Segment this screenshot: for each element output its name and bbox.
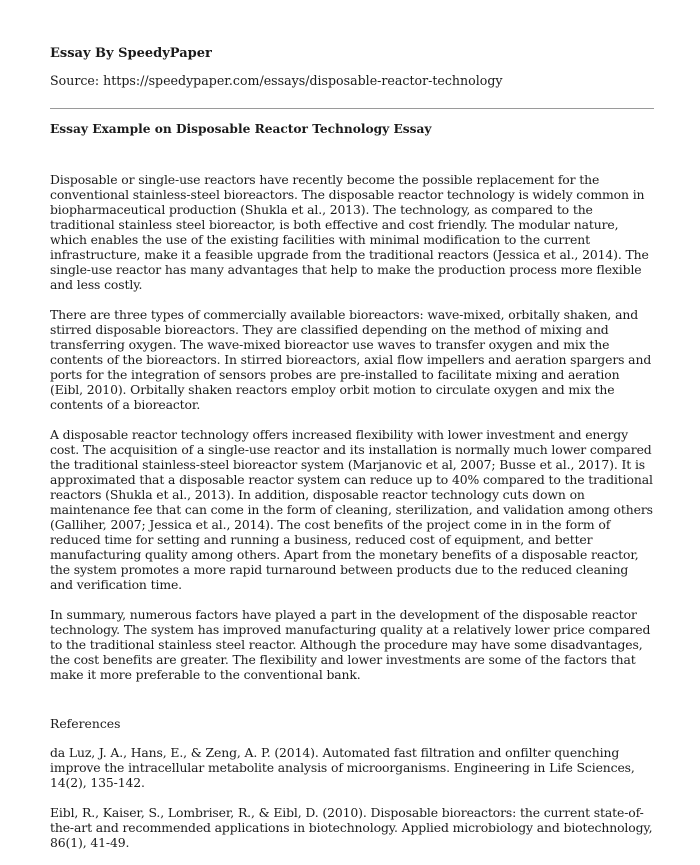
references-heading: References xyxy=(50,716,121,731)
essay-paragraph: A disposable reactor technology offers increased flexibility with lower investment and energy cost. The acquisition of a single-use reactor and its installation is normally much lower compared the traditional stainless-steel bioreactor system (Marjanovic et al, 2007; Busse et al., 2017). It is approximated that a disposable reactor system can reduce up to 40% compared to the traditional reactors (Shukla et al., 2013). In addition, disposable reactor technology cuts down on maintenance fee that can come in the form of cleaning, sterilization, and validation among others (Galliher, 2007; Jessica et al., 2014). The cost benefits of the project come in in the form of reduced time for setting and running a business, reduced cost of equipment, and better manufacturing quality among others. Apart from the monetary benefits of a disposable reactor, the system promotes a more rapid turnaround between products due to the reduced cleaning and verification time. xyxy=(50,427,653,592)
document-header-title: Essay By SpeedyPaper xyxy=(50,46,212,61)
header-divider xyxy=(50,108,654,109)
essay-body xyxy=(50,172,654,865)
essay-paragraph: In summary, numerous factors have played a part in the development of the disposable reactor technology. The system has improved manufacturing quality at a relatively lower price compared to the traditional stainless steel reactor. Although the procedure may have some disadvantages, the cost benefits are greater. The flexibility and lower investments are some of the factors that make it more preferable to the conventional bank. xyxy=(50,607,651,682)
essay-title: Essay Example on Disposable Reactor Technology Essay xyxy=(50,122,432,136)
reference-item: Eibl, R., Kaiser, S., Lombriser, R., & Eibl, D. (2010). Disposable bioreactors: the current state-of-the-art and recommended applications in biotechnology. Applied microbiology and biotechnology, 86(1), 41-49. xyxy=(50,805,653,850)
essay-paragraph: Disposable or single-use reactors have recently become the possible replacement for the conventional stainless-steel bioreactors. The disposable reactor technology is widely common in biopharmaceutical production (Shukla et al., 2013). The technology, as compared to the traditional stainless steel bioreactor, is both effective and cost friendly. The modular nature, which enables the use of the existing facilities with minimal modification to the current infrastructure, make it a feasible upgrade from the traditional reactors (Jessica et al., 2014). The single-use reactor has many advantages that help to make the production process more flexible and less costly. xyxy=(50,172,649,292)
reference-item: da Luz, J. A., Hans, E., & Zeng, A. P. (2014). Automated fast filtration and onfilter quenching improve the intracellular metabolite analysis of microorganisms. Engineering in Life Sciences, 14(2), 135-142. xyxy=(50,745,635,790)
source-url: Source: https://speedypaper.com/essays/disposable-reactor-technology xyxy=(50,73,503,88)
essay-paragraph: There are three types of commercially available bioreactors: wave-mixed, orbitally shaken, and stirred disposable bioreactors. They are classified depending on the method of mixing and transferring oxygen. The wave-mixed bioreactor use waves to transfer oxygen and mix the contents of the bioreactors. In stirred bioreactors, axial flow impellers and aeration spargers and ports for the integration of sensors probes are pre-installed to facilitate mixing and aeration (Eibl, 2010). Orbitally shaken reactors employ orbit motion to circulate oxygen and mix the contents of a bioreactor. xyxy=(50,307,652,412)
